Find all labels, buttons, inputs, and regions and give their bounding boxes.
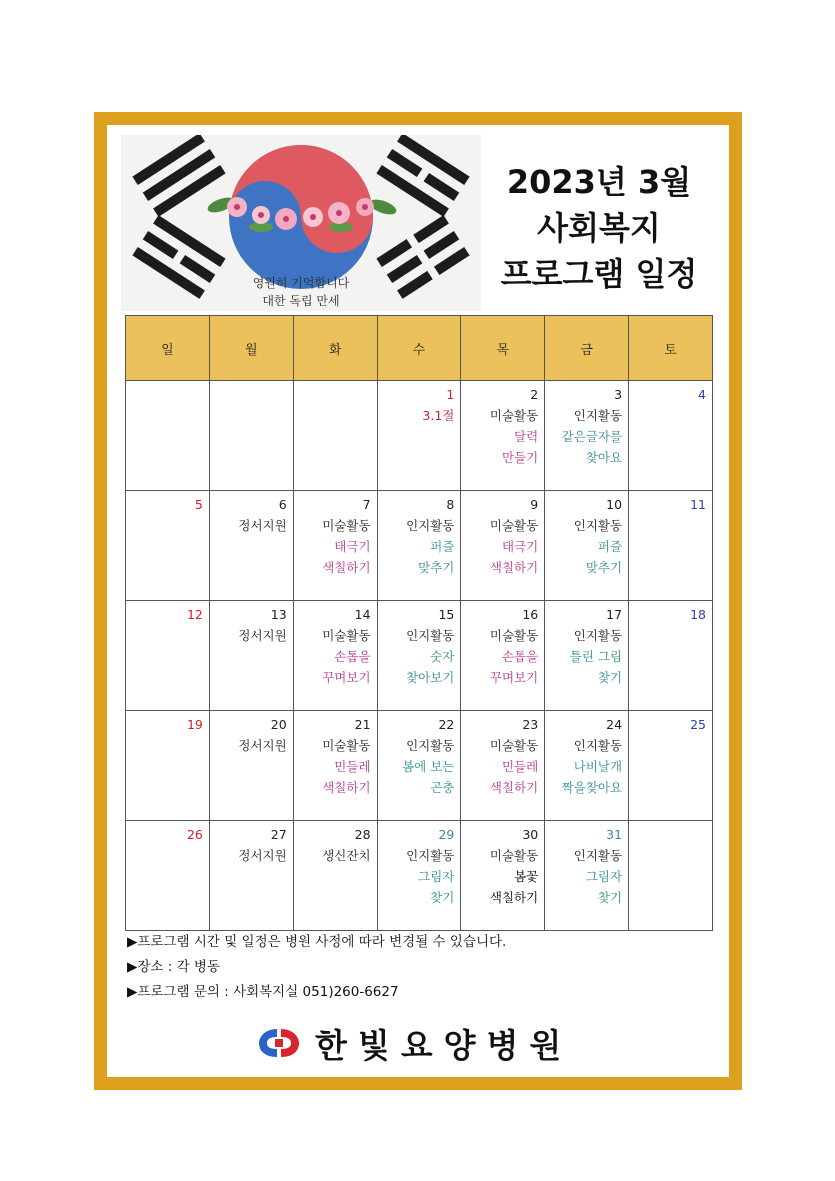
- activity-topic-line2: 꾸며보기: [489, 670, 539, 685]
- activity-type: 정서지원: [238, 518, 287, 533]
- activity-type: 인지활동: [573, 738, 623, 753]
- activity-type: 미술활동: [489, 628, 539, 643]
- day-number: 20: [270, 717, 287, 732]
- day-number: 22: [438, 717, 455, 732]
- activity-type: 미술활동: [322, 518, 371, 533]
- calendar-day-cell: [126, 821, 210, 931]
- day-number: 19: [186, 717, 203, 732]
- calendar-day-cell: [126, 711, 210, 821]
- weekday-header-row: [126, 316, 713, 381]
- activity-topic-line1: 퍼즐: [430, 539, 455, 554]
- day-number: 28: [354, 827, 371, 842]
- activity-topic-line1: 봄에 보는: [402, 759, 455, 774]
- day-number: 4: [698, 387, 706, 402]
- activity-type: 인지활동: [573, 848, 623, 863]
- activity-topic-line2: 찾아요: [585, 450, 623, 465]
- calendar-table: [125, 315, 713, 931]
- weekday-header: 화: [293, 316, 377, 381]
- taegukgi-banner: [121, 135, 481, 311]
- activity-topic-line2: 색칠하기: [489, 780, 539, 795]
- calendar-day-cell: [461, 601, 545, 711]
- activity-topic-line2: 찾기: [430, 890, 455, 905]
- day-number: 26: [186, 827, 203, 842]
- activity-type: 정서지원: [238, 738, 287, 753]
- activity-type: 미술활동: [322, 628, 371, 643]
- weekday-header: 일: [126, 316, 210, 381]
- activity-topic-line1: 손톱을: [334, 649, 371, 664]
- weekday-header: 수: [377, 316, 461, 381]
- calendar-day-cell: [293, 601, 377, 711]
- activity-topic-line1: 같은글자를: [561, 429, 623, 444]
- activity-topic-line2: 맞추기: [418, 560, 455, 575]
- activity-type: 인지활동: [573, 408, 623, 423]
- activity-type: 정서지원: [238, 628, 287, 643]
- calendar-day-cell: [629, 821, 713, 931]
- activity-type: 3.1절: [422, 408, 455, 423]
- calendar-day-cell: [377, 711, 461, 821]
- activity-type: 미술활동: [489, 738, 539, 753]
- day-number: 23: [522, 717, 539, 732]
- activity-topic-line1: 나비날개: [573, 759, 623, 774]
- taeguk-symbol: [229, 145, 373, 289]
- hospital-logo: [257, 1023, 572, 1063]
- day-number: 15: [438, 607, 455, 622]
- calendar-day-cell: [461, 491, 545, 601]
- calendar-week-row: [126, 381, 713, 491]
- note-schedule-change: ▶프로그램 시간 및 일정은 병원 사정에 따라 변경될 수 있습니다.: [127, 934, 507, 950]
- activity-type: 인지활동: [573, 518, 623, 533]
- calendar-day-cell: [293, 381, 377, 491]
- day-number: 27: [270, 827, 287, 842]
- day-number: 25: [690, 717, 706, 732]
- calendar-day-cell: [629, 711, 713, 821]
- title-line-month: 2023년 3월: [506, 163, 692, 201]
- activity-type: 미술활동: [489, 848, 539, 863]
- day-number: 24: [606, 717, 623, 732]
- activity-topic-line1: 봄꽃: [514, 869, 539, 884]
- activity-type: 인지활동: [406, 628, 455, 643]
- activity-type: 인지활동: [573, 628, 623, 643]
- day-number: 11: [690, 497, 706, 512]
- hospital-name: 한빛요양병원: [315, 1025, 573, 1065]
- calendar-day-cell: [461, 711, 545, 821]
- activity-topic-line1: 틀린 그림: [569, 649, 623, 664]
- calendar-day-cell: [209, 711, 293, 821]
- day-number: 3: [614, 387, 623, 402]
- activity-type: 인지활동: [406, 518, 455, 533]
- activity-topic-line2: 맞추기: [585, 560, 623, 575]
- weekday-header: 금: [545, 316, 629, 381]
- day-number: 5: [194, 497, 203, 512]
- day-number: 21: [354, 717, 371, 732]
- activity-topic-line1: 민들레: [334, 759, 371, 774]
- activity-topic-line2: 색칠하기: [489, 560, 539, 575]
- day-number: 13: [270, 607, 287, 622]
- day-number: 1: [446, 387, 455, 402]
- day-number: 7: [362, 497, 371, 512]
- calendar-day-cell: [293, 711, 377, 821]
- calendar-day-cell: [377, 821, 461, 931]
- day-number: 2: [530, 387, 539, 402]
- activity-topic-line1: 태극기: [501, 539, 539, 554]
- calendar-day-cell: [545, 601, 629, 711]
- activity-topic-line2: 찾기: [597, 670, 623, 685]
- program-notes: [127, 930, 506, 1005]
- day-number: 16: [522, 607, 539, 622]
- day-number: 8: [446, 497, 455, 512]
- title-line-schedule: 프로그램 일정: [500, 255, 698, 293]
- calendar-week-row: [126, 491, 713, 601]
- calendar-day-cell: [545, 491, 629, 601]
- hospital-logo-icon: [257, 1025, 301, 1061]
- activity-topic-line2: 꾸며보기: [322, 670, 371, 685]
- day-number: 6: [278, 497, 287, 512]
- activity-type: 인지활동: [406, 848, 455, 863]
- activity-topic-line1: 달력: [514, 429, 539, 444]
- calendar-week-row: [126, 601, 713, 711]
- activity-topic-line2: 색칠하기: [489, 890, 539, 905]
- title-line-department: 사회복지: [537, 209, 661, 247]
- activity-topic-line2: 찾기: [597, 890, 623, 905]
- calendar-week-row: [126, 711, 713, 821]
- calendar-day-cell: [377, 381, 461, 491]
- banner-caption-line2: 대한 독립 만세: [262, 294, 340, 308]
- activity-topic-line1: 태극기: [334, 539, 371, 554]
- day-number: 30: [522, 827, 539, 842]
- taegukgi-illustration: [121, 135, 481, 311]
- calendar-day-cell: [629, 491, 713, 601]
- calendar-day-cell: [545, 821, 629, 931]
- calendar-day-cell: [377, 601, 461, 711]
- calendar-day-cell: [293, 821, 377, 931]
- note-location: ▶장소 : 각 병동: [127, 959, 221, 975]
- day-number: 12: [186, 607, 203, 622]
- calendar-day-cell: [377, 491, 461, 601]
- weekday-header: 목: [461, 316, 545, 381]
- activity-topic-line2: 찾아보기: [406, 670, 455, 685]
- calendar-day-cell: [629, 601, 713, 711]
- poster-body: [107, 125, 729, 1077]
- calendar-day-cell: [209, 381, 293, 491]
- calendar-day-cell: [461, 381, 545, 491]
- calendar-week-row: [126, 821, 713, 931]
- calendar-day-cell: [629, 381, 713, 491]
- calendar-day-cell: [545, 381, 629, 491]
- activity-type: 미술활동: [489, 408, 539, 423]
- calendar-day-cell: [293, 491, 377, 601]
- day-number: 9: [530, 497, 539, 512]
- poster-title: [489, 159, 709, 297]
- activity-topic-line1: 퍼즐: [597, 539, 623, 554]
- calendar-day-cell: [209, 491, 293, 601]
- activity-type: 정서지원: [238, 848, 287, 863]
- note-inquiry: ▶프로그램 문의 : 사회복지실 051)260-6627: [127, 984, 399, 1000]
- activity-topic-line2: 색칠하기: [322, 560, 371, 575]
- activity-topic-line1: 그림자: [418, 869, 455, 884]
- activity-topic-line2: 짝을찾아요: [561, 780, 623, 795]
- calendar-body: [126, 381, 713, 931]
- calendar-day-cell: [126, 491, 210, 601]
- day-number: 31: [606, 827, 623, 842]
- activity-topic-line1: 손톱을: [501, 649, 539, 664]
- activity-topic-line2: 색칠하기: [322, 780, 371, 795]
- activity-topic-line1: 민들레: [501, 759, 539, 774]
- calendar-day-cell: [461, 821, 545, 931]
- activity-type: 미술활동: [322, 738, 371, 753]
- activity-topic-line2: 만들기: [501, 450, 539, 465]
- activity-type: 생신잔치: [322, 848, 371, 863]
- day-number: 10: [606, 497, 623, 512]
- calendar-day-cell: [126, 601, 210, 711]
- activity-topic-line2: 곤충: [430, 780, 455, 795]
- calendar-day-cell: [545, 711, 629, 821]
- weekday-header: 토: [629, 316, 713, 381]
- activity-topic-line1: 그림자: [585, 869, 623, 884]
- activity-type: 인지활동: [406, 738, 455, 753]
- calendar-day-cell: [209, 601, 293, 711]
- activity-type: 미술활동: [489, 518, 539, 533]
- day-number: 17: [606, 607, 623, 622]
- poster-frame: [94, 112, 742, 1090]
- banner-caption-line1: 영원히 기억합니다: [252, 276, 350, 290]
- day-number: 18: [690, 607, 706, 622]
- calendar-day-cell: [126, 381, 210, 491]
- day-number: 14: [354, 607, 371, 622]
- calendar-day-cell: [209, 821, 293, 931]
- activity-topic-line1: 숫자: [430, 649, 455, 664]
- day-number: 29: [438, 827, 455, 842]
- weekday-header: 월: [209, 316, 293, 381]
